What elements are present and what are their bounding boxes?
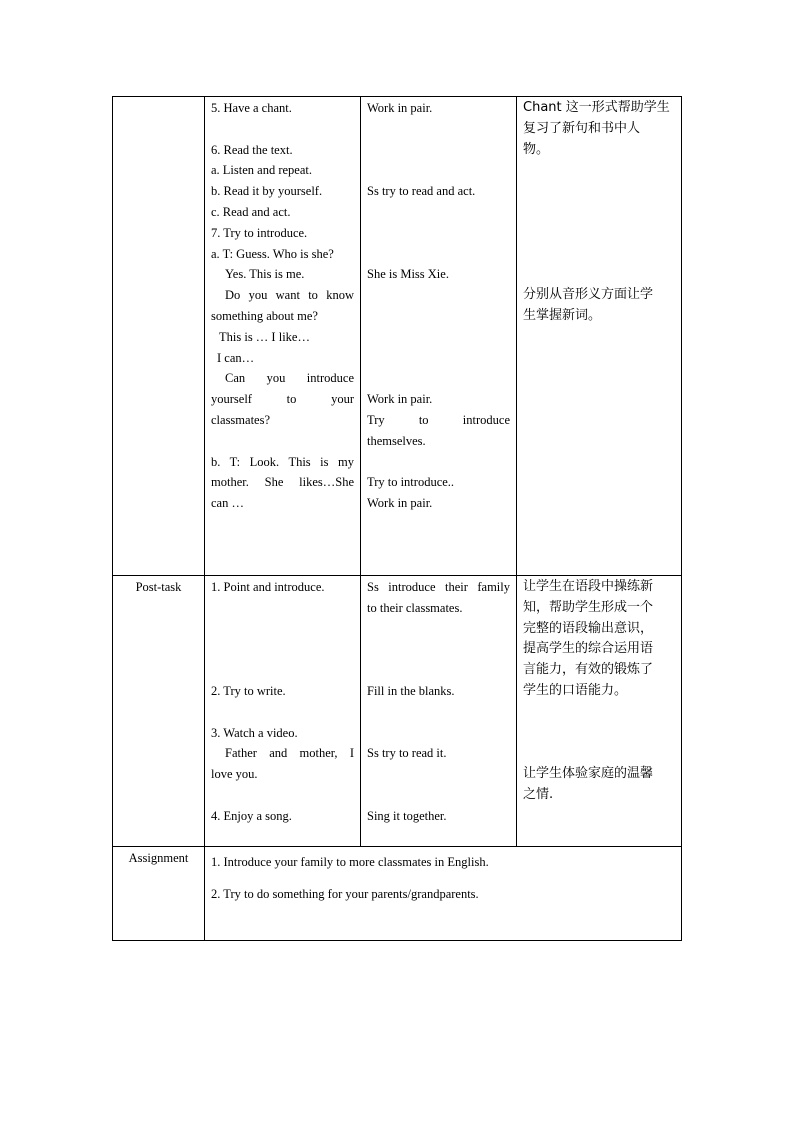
table-row-post-task [113, 576, 682, 847]
blank-line [367, 306, 510, 327]
blank-line [367, 723, 510, 744]
teacher-line: b. T: Look. This is my [211, 454, 354, 469]
blank-line [367, 660, 510, 681]
design-note-cell [517, 576, 682, 847]
note-line: 复习了新句和书中人 [523, 120, 641, 136]
note-line: 知，帮助学生形成一个 [523, 599, 654, 615]
teacher-line: something about me? [211, 308, 318, 323]
blank-line [367, 452, 510, 473]
blank-line [523, 181, 675, 202]
student-line: Work in pair. [367, 496, 433, 511]
stage-cell [113, 576, 205, 847]
blank-line [367, 223, 510, 244]
student-line: to their classmates. [367, 600, 463, 615]
assignment-item: 2. Try to do something for your parents/grandparents. [211, 886, 479, 901]
teacher-line: This is … I like… [219, 329, 310, 344]
stage-cell [113, 847, 205, 941]
blank-line [367, 327, 510, 348]
teacher-line: 1. Point and introduce. [211, 580, 325, 594]
teacher-line: 7. Try to introduce. [211, 225, 308, 240]
blank-line [211, 785, 354, 806]
note-line: 完整的语段输出意识， [523, 620, 654, 636]
note-line: Chant 这一形式帮助学生 [523, 100, 670, 115]
student-line: themselves. [367, 433, 426, 448]
student-line: Work in pair. [367, 101, 433, 115]
teacher-line: 4. Enjoy a song. [211, 808, 292, 823]
note-line: 言能力，有效的锻炼了 [523, 662, 654, 678]
student-line: Sing it together. [367, 808, 447, 823]
note-line: 提高学生的综合运用语 [523, 641, 654, 657]
teacher-line: 2. Try to write. [211, 683, 286, 698]
blank-line [211, 702, 354, 723]
assignment-cell [205, 847, 682, 941]
teacher-line: c. Read and act. [211, 204, 291, 219]
student-line: Fill in the blanks. [367, 683, 455, 698]
design-note-cell [517, 97, 682, 576]
blank-line [523, 160, 675, 181]
blank-line [367, 639, 510, 660]
teacher-line: yourself to your [211, 392, 354, 407]
teacher-line: classmates? [211, 412, 271, 427]
blank-line [367, 244, 510, 265]
note-line: 让学生在语段中操练新 [523, 579, 654, 594]
note-line: 生掌握新词。 [523, 307, 602, 323]
blank-line [367, 619, 510, 640]
teacher-line: a. T: Guess. Who is she? [211, 246, 334, 261]
assignment-item: 1. Introduce your family to more classmates in English. [211, 855, 489, 869]
blank-line [367, 285, 510, 306]
blank-line [523, 223, 675, 244]
teacher-line: Do you want to know [225, 288, 354, 303]
teacher-line: 6. Read the text. [211, 142, 293, 157]
blank-line [211, 619, 354, 640]
blank-line [367, 702, 510, 723]
note-line: 分别从音形义方面让学 [523, 287, 654, 303]
blank-line [523, 723, 675, 744]
teacher-line: 3. Watch a video. [211, 725, 298, 740]
student-line: She is Miss Xie. [367, 267, 449, 282]
teacher-line: mother. She likes…She [211, 475, 354, 490]
blank-line [367, 785, 510, 806]
blank-line [523, 702, 675, 723]
blank-line [211, 660, 354, 681]
teacher-line: 5. Have a chant. [211, 101, 292, 115]
blank-line [367, 348, 510, 369]
stage-cell [113, 97, 205, 576]
student-line: Try to introduce.. [367, 475, 455, 490]
teacher-line: can … [211, 496, 244, 511]
table-row-while-task [113, 97, 682, 576]
blank-line [523, 743, 675, 764]
teacher-line: Can you introduce [225, 371, 354, 386]
teacher-line: b. Read it by yourself. [211, 184, 323, 199]
teacher-line: a. Listen and repeat. [211, 163, 312, 178]
student-line: Ss try to read and act. [367, 184, 476, 199]
teacher-activity-cell [205, 576, 361, 847]
teacher-activity-cell [205, 97, 361, 576]
note-line: 之情. [523, 786, 554, 802]
blank-line [523, 202, 675, 223]
note-line: 让学生体验家庭的温馨 [523, 766, 654, 782]
student-line: Try to introduce [367, 412, 510, 427]
teacher-line: Yes. This is me. [225, 267, 305, 282]
teacher-line: love you. [211, 767, 258, 782]
blank-line [211, 431, 354, 452]
blank-line [367, 160, 510, 181]
lesson-plan-table [112, 96, 682, 941]
teacher-line: I can… [217, 350, 255, 365]
student-line: Work in pair. [367, 392, 433, 407]
stage-label: Post-task [135, 580, 182, 594]
blank-line [367, 764, 510, 785]
blank-line [367, 119, 510, 140]
stage-label: Assignment [128, 851, 189, 865]
student-line: Ss try to read it. [367, 746, 447, 761]
student-line: Ss introduce their family [367, 580, 510, 594]
blank-line [523, 244, 675, 265]
note-line: 物。 [523, 141, 550, 157]
teacher-line: Father and mother, I [225, 746, 354, 761]
student-activity-cell [361, 576, 517, 847]
blank-line [211, 119, 354, 140]
blank-line [211, 639, 354, 660]
blank-line [367, 202, 510, 223]
student-activity-cell [361, 97, 517, 576]
table-row-assignment [113, 847, 682, 941]
blank-line [211, 598, 354, 619]
blank-line [367, 368, 510, 389]
blank-line [523, 264, 675, 285]
note-line: 学生的口语能力。 [523, 682, 628, 698]
blank-line [367, 140, 510, 161]
